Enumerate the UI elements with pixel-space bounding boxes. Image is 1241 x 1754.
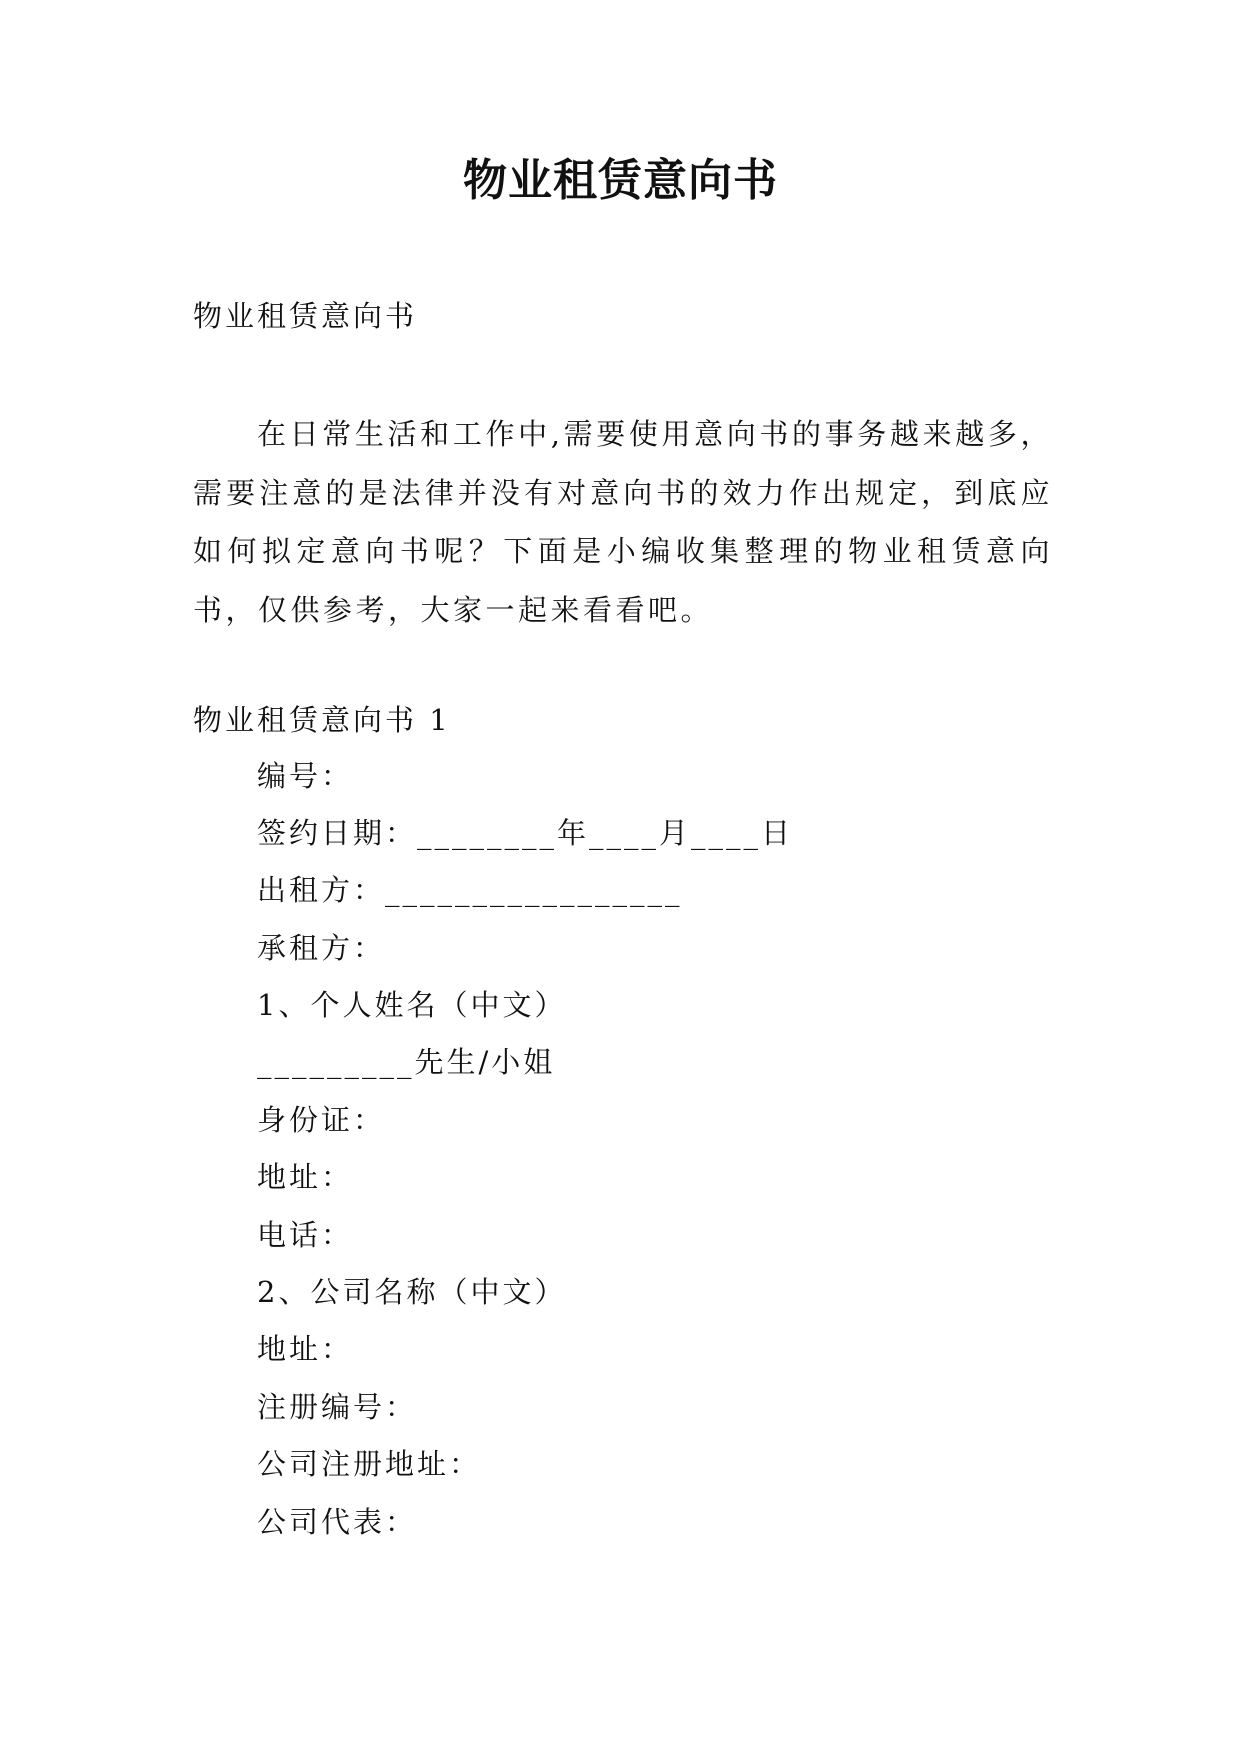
phone-field: 电话： bbox=[257, 1218, 354, 1252]
individual-heading: 1、个人姓名（中文） bbox=[257, 988, 567, 1022]
intro-paragraph: 在日常生活和工作中,需要使用意向书的事务越来越多，需要注意的是法律并没有对意向书的效力作出规定，到底应如何拟定意向书呢？下面是小编收集整理的物业租赁意向书，仅供参考，大家一起来看看吧。 bbox=[193, 417, 1053, 627]
id-card-field: 身份证： bbox=[257, 1103, 386, 1137]
registered-address-field: 公司注册地址： bbox=[257, 1447, 482, 1481]
lessee-field: 承租方： bbox=[257, 931, 386, 965]
company-heading: 2、公司名称（中文） bbox=[257, 1275, 567, 1309]
sign-date-field: 签约日期：________年____月____日 bbox=[257, 816, 794, 850]
document-subtitle: 物业租赁意向书 bbox=[193, 299, 418, 333]
company-address-field: 地址： bbox=[257, 1332, 354, 1366]
individual-name-field: _________先生/小姐 bbox=[257, 1045, 556, 1079]
company-representative-field: 公司代表： bbox=[257, 1505, 418, 1539]
address-field: 地址： bbox=[257, 1160, 354, 1194]
section-heading: 物业租赁意向书 1 bbox=[193, 703, 451, 737]
document-title: 物业租赁意向书 bbox=[463, 155, 778, 206]
lessor-field: 出租方：_________________ bbox=[257, 873, 683, 907]
registration-number-field: 注册编号： bbox=[257, 1390, 418, 1424]
number-field: 编号： bbox=[257, 759, 354, 793]
